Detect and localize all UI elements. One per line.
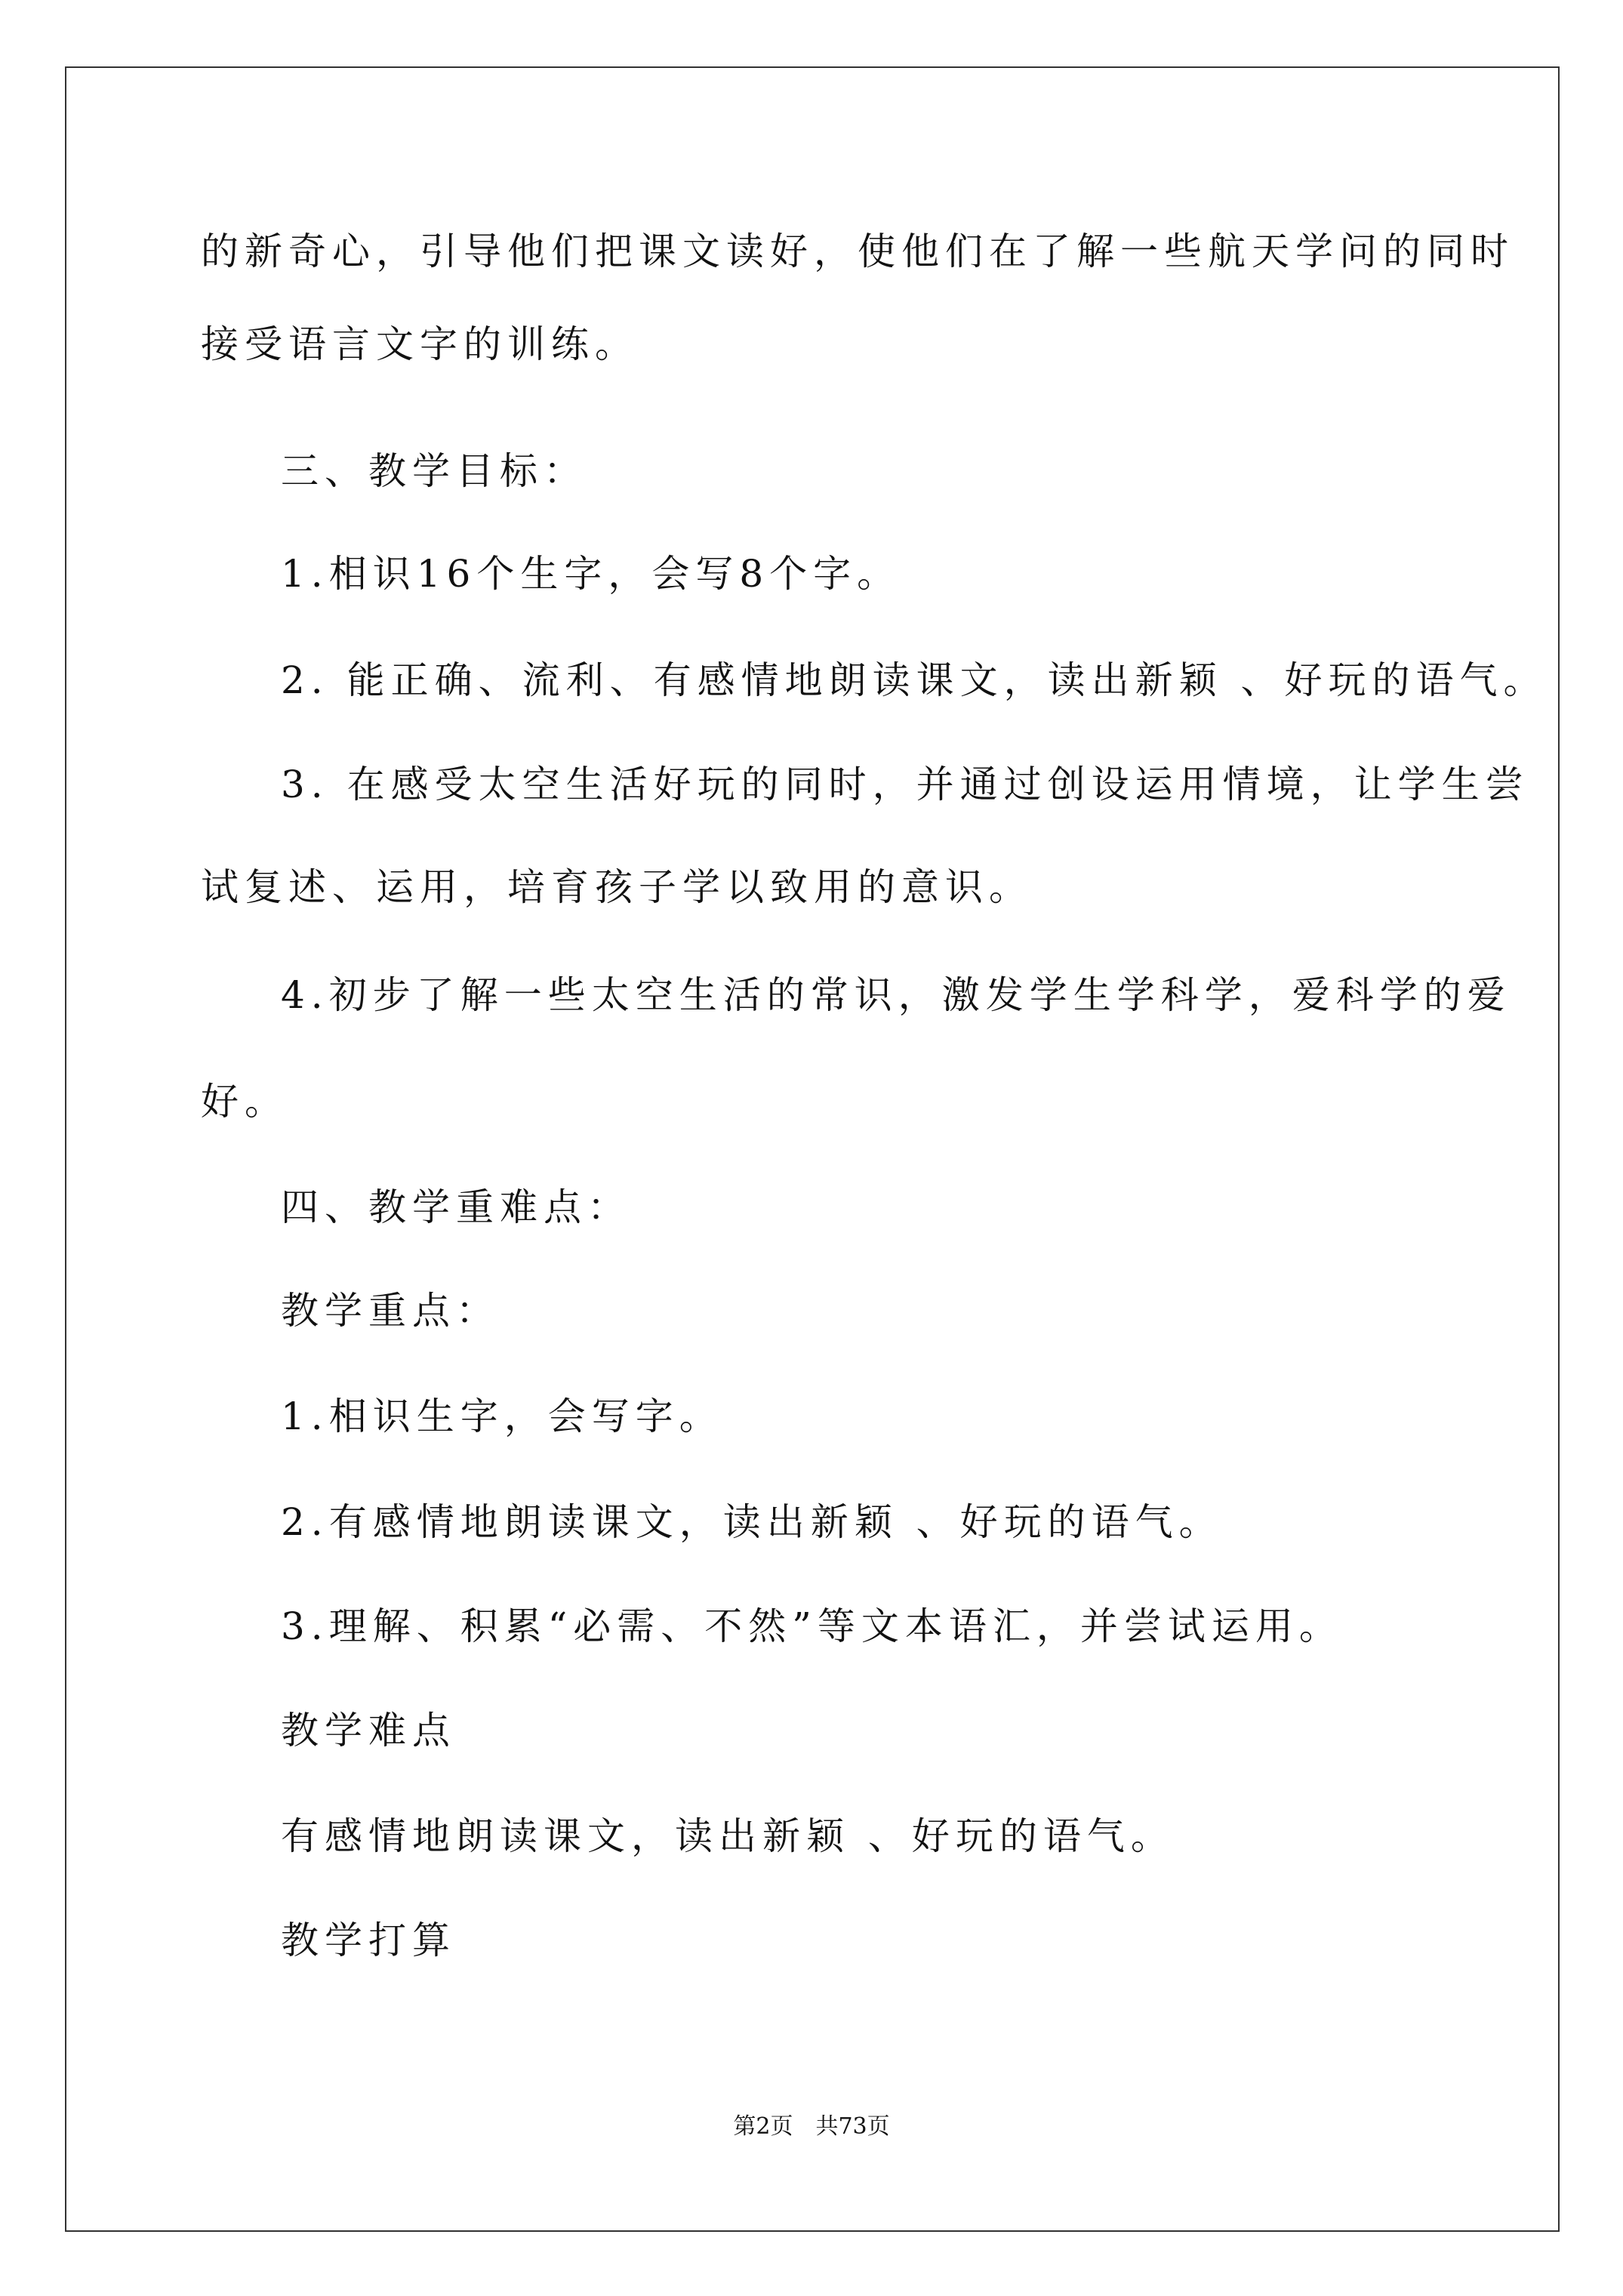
text-line: 2.有感情地朗读课文，读出新颖 、好玩的语气。	[281, 1500, 1223, 1544]
section-heading-objectives: 三、教学目标：	[281, 449, 587, 493]
text-line: 好。	[201, 1080, 288, 1123]
text-line: 1.相识16个生字，会写8个字。	[281, 552, 901, 596]
subheading-difficulties: 教学难点	[281, 1709, 456, 1752]
text-line: 3.理解、积累“必需、不然”等文本语汇，并尝试运用。	[281, 1604, 1343, 1648]
text-line: 2. 能正确、流利、有感情地朗读课文，读出新颖 、好玩的语气。	[281, 658, 1548, 702]
page-border	[65, 66, 1560, 2232]
text-line: 接受语言文字的训练。	[201, 322, 639, 366]
subheading-preparation: 教学打算	[281, 1918, 456, 1962]
text-line: 的新奇心，引导他们把课文读好，使他们在了解一些航天学问的同时	[201, 230, 1514, 273]
text-line: 4.初步了解一些太空生活的常识，激发学生学科学，爱科学的爱	[281, 973, 1511, 1017]
section-heading-key-points: 四、教学重难点：	[281, 1185, 631, 1229]
text-line: 试复述、运用，培育孩子学以致用的意识。	[201, 865, 1033, 909]
text-line: 有感情地朗读课文，读出新颖 、好玩的语气。	[281, 1814, 1175, 1858]
text-line: 3. 在感受太空生活好玩的同时，并通过创设运用情境，让学生尝	[281, 763, 1529, 806]
page-number-footer: 第2页 共73页	[733, 2113, 890, 2140]
text-line: 1.相识生字，会写字。	[281, 1395, 723, 1438]
subheading-key-points: 教学重点：	[281, 1289, 500, 1333]
